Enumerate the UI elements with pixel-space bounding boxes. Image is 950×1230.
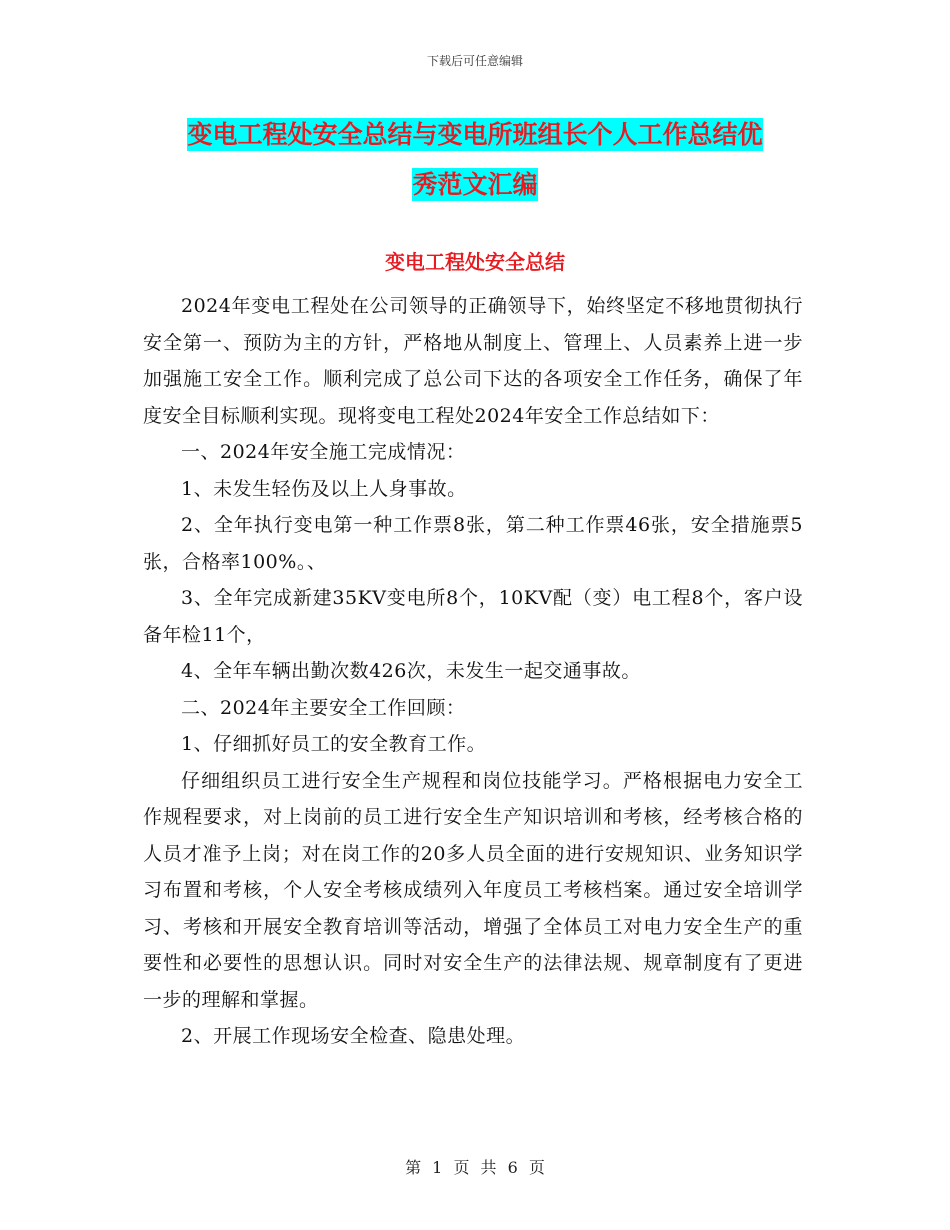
title-line-1: 变电工程处安全总结与变电所班组长个人工作总结优 <box>187 120 763 149</box>
paragraph: 1、未发生轻伤及以上人身事故。 <box>181 477 467 500</box>
paragraph: 3、全年完成新建35KV变电所8个，10KV配（变）电工程8个，客户设备年检11个， <box>143 587 803 646</box>
document-body <box>143 288 803 1055</box>
paragraph: 2、全年执行变电第一种工作票8张，第二种工作票46张，安全措施票5张，合格率100%。、 <box>143 514 803 573</box>
paragraph: 1、仔细抓好员工的安全教育工作。 <box>181 733 487 755</box>
page-footer: 第 1 页 共 6 页 <box>405 1158 545 1177</box>
title-line-2: 秀范文汇编 <box>412 170 538 199</box>
paragraph: 二、2024年主要安全工作回顾： <box>181 696 466 719</box>
paragraph: 仔细组织员工进行安全生产规程和岗位技能学习。严格根据电力安全工作规程要求，对上岗前的员工进行安全生产知识培训和考核，经考核合格的人员才准予上岗；对在岗工作的20多人员全面的进行安规知识、业务知识学习布置和考核，个人安全考核成绩列入年度员工考核档案。通过安全培训学习、考核和开展安全教育培训等活动，增强了全体员工对电力安全生产的重要性和必要性的思想认识。同时对安全生产的法律法规、规章制度有了更进一步的理解和掌握。 <box>143 769 803 1011</box>
section-title: 变电工程处安全总结 <box>385 250 565 274</box>
paragraph: 一、2024年安全施工完成情况： <box>181 441 466 463</box>
paragraph: 2、开展工作现场安全检查、隐患处理。 <box>181 1025 526 1047</box>
document-title <box>0 110 950 210</box>
paragraph: 2024年变电工程处在公司领导的正确领导下，始终坚定不移地贯彻执行安全第一、预防为主的方针，严格地从制度上、管理上、人员素养上进一步加强施工安全工作。顺利完成了总公司下达的各项安全工作任务，确保了年度安全目标顺利实现。现将变电工程处2024年安全工作总结如下： <box>143 295 803 427</box>
header-note: 下载后可任意编辑 <box>426 54 523 68</box>
paragraph: 4、全年车辆出勤次数426次，未发生一起交通事故。 <box>181 660 641 682</box>
